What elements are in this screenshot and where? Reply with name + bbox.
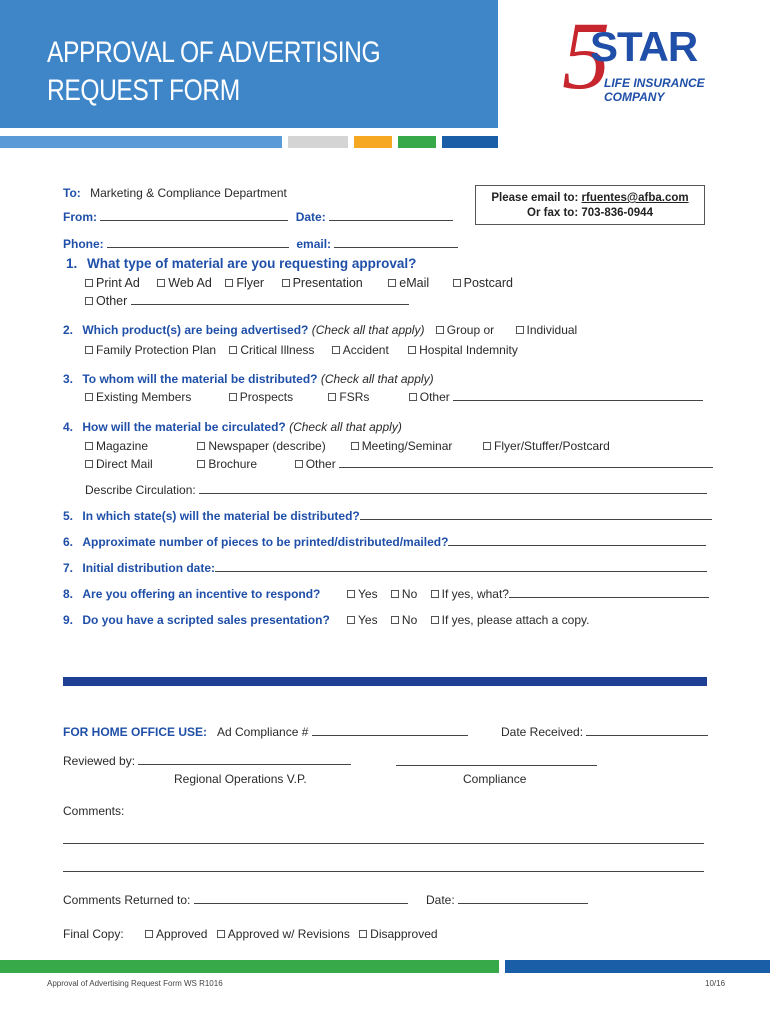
option-label: FSRs bbox=[339, 390, 370, 404]
date-field[interactable] bbox=[329, 210, 453, 221]
q8-no[interactable] bbox=[391, 587, 417, 601]
email-box-prefix: Please email to: bbox=[491, 192, 582, 204]
color-bar-blue bbox=[0, 136, 282, 148]
checkbox[interactable] bbox=[85, 442, 93, 450]
opt-newspaper[interactable] bbox=[197, 439, 347, 453]
opt-web-ad[interactable] bbox=[157, 276, 212, 290]
checkbox[interactable] bbox=[85, 460, 93, 468]
checkbox[interactable] bbox=[85, 346, 93, 354]
option-label: Other bbox=[419, 390, 450, 404]
comments-label: Comments: bbox=[63, 804, 125, 818]
footer-bar-navy bbox=[505, 960, 770, 973]
opt-print-ad[interactable] bbox=[85, 276, 140, 290]
comments-line-2[interactable] bbox=[63, 861, 704, 872]
q5-field[interactable] bbox=[360, 509, 712, 520]
opt-meeting-seminar[interactable] bbox=[351, 439, 480, 453]
checkbox[interactable] bbox=[391, 616, 399, 624]
opt-magazine[interactable] bbox=[85, 439, 194, 453]
option-label: Other bbox=[305, 457, 336, 471]
option-label: Flyer/Stuffer/Postcard bbox=[494, 439, 610, 453]
q2: 2. Which product(s) are being advertised? (Check all that apply) Group or Individual bbox=[63, 323, 578, 337]
q8: 8. Are you offering an incentive to respond? bbox=[63, 587, 321, 601]
q9-text: Do you have a scripted sales presentation? bbox=[82, 613, 330, 627]
date-received-field[interactable] bbox=[586, 725, 708, 736]
from-label: From: bbox=[63, 210, 97, 224]
logo-star: STAR bbox=[590, 23, 698, 70]
option-label: Postcard bbox=[463, 276, 513, 290]
q1-num: 1. bbox=[66, 256, 78, 271]
fax-line: Or fax to: 703-836-0944 bbox=[527, 207, 653, 219]
comments-returned-field[interactable] bbox=[194, 893, 408, 904]
checkbox[interactable] bbox=[225, 279, 233, 287]
regional-label: Regional Operations V.P. bbox=[174, 772, 307, 786]
q4-text: How will the material be circulated? bbox=[82, 420, 286, 434]
opt-presentation[interactable] bbox=[282, 276, 363, 290]
email-field[interactable] bbox=[334, 237, 458, 248]
office-date-field[interactable] bbox=[458, 893, 588, 904]
opt-postcard[interactable] bbox=[453, 276, 513, 290]
q4-options-row1 bbox=[85, 439, 610, 453]
section-divider bbox=[63, 677, 707, 686]
footer-version: 10/16 bbox=[705, 979, 726, 988]
comments-returned-label: Comments Returned to: bbox=[63, 893, 191, 907]
color-bar-orange bbox=[354, 136, 392, 148]
final-approved-revisions[interactable] bbox=[217, 927, 350, 941]
opt-direct-mail[interactable] bbox=[85, 457, 194, 471]
checkbox[interactable] bbox=[453, 279, 461, 287]
describe-label: Describe Circulation: bbox=[85, 483, 196, 497]
q2-options bbox=[85, 343, 518, 357]
phone-row bbox=[63, 237, 458, 251]
q9: 9. Do you have a scripted sales presentation? bbox=[63, 613, 330, 627]
checkbox[interactable] bbox=[332, 346, 340, 354]
q1-other[interactable] bbox=[85, 294, 409, 308]
checkbox[interactable] bbox=[347, 590, 355, 598]
option-label: If yes, please attach a copy. bbox=[441, 613, 590, 627]
opt-hospital-indemnity[interactable] bbox=[408, 343, 518, 357]
q9-yes[interactable] bbox=[347, 613, 378, 627]
compliance-signature-field[interactable] bbox=[396, 755, 597, 766]
option-label: Approved bbox=[156, 927, 208, 941]
checkbox[interactable] bbox=[85, 297, 93, 305]
opt-other-audience[interactable] bbox=[409, 390, 450, 404]
option-label: No bbox=[401, 613, 418, 627]
q7: 7. Initial distribution date: bbox=[63, 561, 707, 575]
opt-individual[interactable] bbox=[516, 323, 578, 337]
q3-note: (Check all that apply) bbox=[320, 372, 434, 386]
reviewed-by-field[interactable] bbox=[138, 754, 351, 765]
opt-brochure[interactable] bbox=[197, 457, 291, 471]
checkbox[interactable] bbox=[359, 930, 367, 938]
checkbox[interactable] bbox=[282, 279, 290, 287]
option-label: Yes bbox=[358, 587, 378, 601]
q5: 5. In which state(s) will the material be distributed? bbox=[63, 509, 712, 523]
q1-other-field[interactable] bbox=[131, 294, 409, 305]
checkbox[interactable] bbox=[229, 393, 237, 401]
opt-critical-illness[interactable] bbox=[229, 343, 314, 357]
color-bar-navy bbox=[442, 136, 498, 148]
checkbox[interactable] bbox=[409, 393, 417, 401]
q8-text: Are you offering an incentive to respond? bbox=[82, 587, 321, 601]
opt-existing-members[interactable] bbox=[85, 390, 191, 404]
option-label: Magazine bbox=[96, 439, 149, 453]
option-label: Presentation bbox=[292, 276, 363, 290]
to-value: Marketing & Compliance Department bbox=[90, 186, 287, 200]
final-disapproved[interactable] bbox=[359, 927, 437, 941]
footer-bar-green bbox=[0, 960, 499, 973]
option-label: Yes bbox=[358, 613, 378, 627]
logo-sub2: COMPANY bbox=[604, 90, 665, 104]
checkbox[interactable] bbox=[145, 930, 153, 938]
to-label: To: bbox=[63, 186, 81, 200]
q4-note: (Check all that apply) bbox=[289, 420, 402, 434]
company-logo bbox=[560, 2, 720, 113]
q6-text: Approximate number of pieces to be printed/distributed/mailed? bbox=[82, 535, 449, 549]
option-label: Existing Members bbox=[96, 390, 192, 404]
q6: 6. Approximate number of pieces to be printed/distributed/mailed? bbox=[63, 535, 706, 549]
option-label: Flyer bbox=[236, 276, 265, 290]
opt-flyer[interactable] bbox=[225, 276, 264, 290]
option-label: Meeting/Seminar bbox=[361, 439, 453, 453]
date-label: Date: bbox=[295, 210, 326, 224]
compliance-label: Compliance bbox=[463, 772, 527, 786]
option-label: Web Ad bbox=[168, 276, 212, 290]
logo-five: 5 bbox=[562, 2, 610, 109]
checkbox[interactable] bbox=[229, 346, 237, 354]
checkbox[interactable] bbox=[516, 326, 524, 334]
office-date-label: Date: bbox=[426, 893, 455, 907]
opt-other: Other bbox=[96, 294, 128, 308]
q7-text: Initial distribution date: bbox=[82, 561, 216, 575]
checkbox[interactable] bbox=[85, 279, 93, 287]
q3: 3. To whom will the material be distributed? (Check all that apply) bbox=[63, 372, 434, 386]
date-received-row bbox=[501, 725, 708, 739]
describe-field[interactable] bbox=[199, 483, 707, 494]
option-label: Accident bbox=[342, 343, 389, 357]
option-label: Direct Mail bbox=[96, 457, 153, 471]
option-label: Family Protection Plan bbox=[96, 343, 217, 357]
q3-options bbox=[85, 390, 703, 404]
office-heading: FOR HOME OFFICE USE: bbox=[63, 725, 207, 739]
checkbox[interactable] bbox=[197, 442, 205, 450]
checkbox[interactable] bbox=[436, 326, 444, 334]
opt-prospects[interactable] bbox=[229, 390, 293, 404]
from-row bbox=[63, 210, 453, 224]
q3-text: To whom will the material be distributed? bbox=[82, 372, 318, 386]
option-label: If yes, what? bbox=[441, 587, 509, 601]
email-label: email: bbox=[296, 237, 332, 251]
q8-yes[interactable] bbox=[347, 587, 378, 601]
option-label: Prospects bbox=[239, 390, 294, 404]
checkbox[interactable] bbox=[351, 442, 359, 450]
checkbox[interactable] bbox=[388, 279, 396, 287]
comments-returned-row bbox=[63, 893, 408, 907]
option-label: Approved w/ Revisions bbox=[227, 927, 350, 941]
checkbox[interactable] bbox=[217, 930, 225, 938]
from-field[interactable] bbox=[100, 210, 288, 221]
option-label: eMail bbox=[399, 276, 430, 290]
email-fax-box bbox=[475, 185, 705, 225]
q1-text: What type of material are you requesting approval? bbox=[87, 256, 417, 271]
q2-text: Which product(s) are being advertised? bbox=[82, 323, 309, 337]
checkbox[interactable] bbox=[328, 393, 336, 401]
opt-group[interactable] bbox=[436, 323, 494, 337]
q9-no[interactable] bbox=[391, 613, 417, 627]
comments-line-1[interactable] bbox=[63, 833, 704, 844]
q4: 4. How will the material be circulated? (Check all that apply) bbox=[63, 420, 402, 434]
opt-email[interactable] bbox=[388, 276, 429, 290]
ad-compliance-row bbox=[217, 725, 468, 739]
checkbox[interactable] bbox=[431, 590, 439, 598]
checkbox[interactable] bbox=[391, 590, 399, 598]
option-label: Brochure bbox=[208, 457, 258, 471]
checkbox[interactable] bbox=[295, 460, 303, 468]
checkbox[interactable] bbox=[197, 460, 205, 468]
checkbox[interactable] bbox=[85, 393, 93, 401]
office-date-row bbox=[426, 893, 588, 907]
color-bar-green bbox=[398, 136, 436, 148]
opt-flyer-stuffer[interactable] bbox=[483, 439, 610, 453]
opt-other-circulation[interactable] bbox=[295, 457, 336, 471]
q1 bbox=[66, 256, 416, 271]
to-row bbox=[63, 186, 287, 200]
q3-other-field[interactable] bbox=[453, 390, 703, 401]
q1-options bbox=[85, 276, 513, 290]
q8-field[interactable] bbox=[509, 587, 709, 598]
reviewed-by-row bbox=[63, 754, 351, 768]
ad-compliance-field[interactable] bbox=[312, 725, 468, 736]
logo-sub1: LIFE INSURANCE bbox=[604, 76, 705, 90]
option-label: Newspaper (describe) bbox=[208, 439, 326, 453]
phone-field[interactable] bbox=[107, 237, 289, 248]
q6-field[interactable] bbox=[448, 535, 706, 546]
option-label: Print Ad bbox=[96, 276, 140, 290]
option-label: Individual bbox=[526, 323, 578, 337]
option-label: No bbox=[401, 587, 418, 601]
checkbox[interactable] bbox=[408, 346, 416, 354]
checkbox[interactable] bbox=[157, 279, 165, 287]
checkbox[interactable] bbox=[347, 616, 355, 624]
option-label: Hospital Indemnity bbox=[419, 343, 518, 357]
phone-label: Phone: bbox=[63, 237, 104, 251]
final-approved[interactable] bbox=[145, 927, 207, 941]
ad-compliance-label: Ad Compliance # bbox=[217, 725, 309, 739]
date-received-label: Date Received: bbox=[501, 725, 584, 739]
footer-form-name: Approval of Advertising Request Form WS R1016 bbox=[47, 979, 223, 988]
checkbox[interactable] bbox=[483, 442, 491, 450]
option-label: Critical Illness bbox=[240, 343, 315, 357]
q9-options bbox=[347, 613, 589, 627]
q4-other-field[interactable] bbox=[339, 457, 713, 468]
reviewed-by-label: Reviewed by: bbox=[63, 754, 136, 768]
opt-fsrs[interactable] bbox=[328, 390, 369, 404]
form-title: APPROVAL OF ADVERTISING REQUEST FORM bbox=[47, 36, 381, 107]
email-link[interactable]: rfuentes@afba.com bbox=[581, 192, 689, 204]
q5-text: In which state(s) will the material be distributed? bbox=[82, 509, 360, 523]
describe-circulation-row bbox=[85, 483, 707, 497]
opt-family-protection[interactable] bbox=[85, 343, 216, 357]
q8-options bbox=[347, 587, 709, 601]
final-copy-label: Final Copy: bbox=[63, 927, 124, 941]
opt-accident[interactable] bbox=[332, 343, 389, 357]
option-label: Disapproved bbox=[370, 927, 438, 941]
color-bar-gray bbox=[288, 136, 348, 148]
q9-if-yes[interactable] bbox=[431, 613, 590, 627]
q7-field[interactable] bbox=[215, 561, 707, 572]
q4-options-row2 bbox=[85, 457, 713, 471]
checkbox[interactable] bbox=[431, 616, 439, 624]
q2-note: (Check all that apply) bbox=[311, 323, 425, 337]
q8-if-yes[interactable] bbox=[431, 587, 509, 601]
final-copy-row bbox=[63, 927, 438, 941]
option-label: Group or bbox=[446, 323, 495, 337]
